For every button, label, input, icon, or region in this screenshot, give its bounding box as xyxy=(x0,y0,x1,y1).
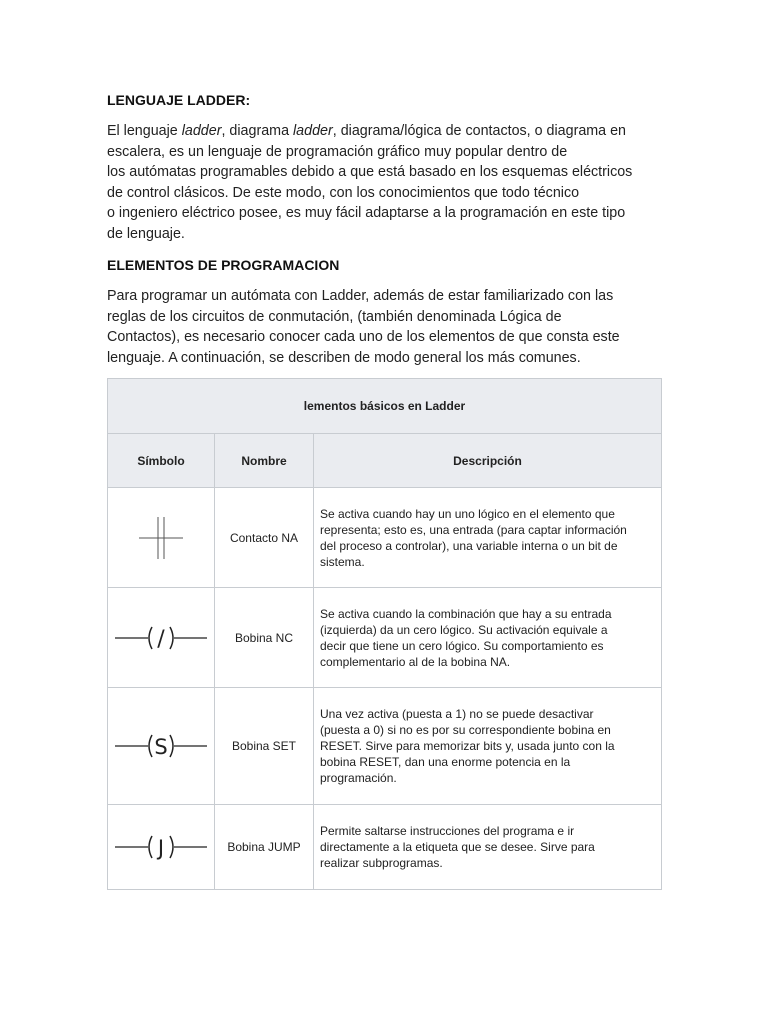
coil-nc-icon xyxy=(113,618,209,658)
description-line: representa; esto es, una entrada (para captar información xyxy=(320,522,627,537)
description-line: (puesta a 0) si no es por su correspondiente bobina en xyxy=(320,723,611,737)
text-run: , diagrama/lógica de contactos, o diagrama en xyxy=(332,123,627,139)
element-description xyxy=(314,588,662,688)
column-header-description: Descripción xyxy=(314,434,662,488)
element-description xyxy=(314,805,662,890)
description-line: complementario al de la bobina NA. xyxy=(320,654,511,669)
table-row xyxy=(108,488,662,588)
coil-jump-icon xyxy=(113,827,209,867)
paragraph-line: de lenguaje. xyxy=(107,225,185,242)
paragraph-line: escalera, es un lenguaje de programación gráfico muy popular dentro de xyxy=(107,143,568,160)
paragraph-line xyxy=(107,121,667,142)
element-name: Contacto NA xyxy=(215,488,314,588)
paragraph-elementos xyxy=(107,286,667,368)
section-title-elementos: ELEMENTOS DE PROGRAMACION xyxy=(107,257,340,273)
description-line: Una vez activa (puesta a 1) no se puede desactivar xyxy=(320,707,594,721)
element-name: Bobina NC xyxy=(215,588,314,688)
paragraph-intro xyxy=(107,121,667,244)
element-name: Bobina JUMP xyxy=(215,805,314,890)
italic-term: ladder xyxy=(293,123,333,139)
section-title-lenguaje-ladder: LENGUAJE LADDER: xyxy=(107,92,251,108)
contact-no-icon xyxy=(131,513,191,563)
symbol-cell xyxy=(108,805,215,890)
text-run: El lenguaje xyxy=(107,123,182,139)
paragraph-line: de control clásicos. De este modo, con los conocimientos que todo técnico xyxy=(107,184,580,201)
paragraph-line: los autómatas programables debido a que está basado en los esquemas eléctricos xyxy=(107,164,633,180)
symbol-cell xyxy=(108,688,215,805)
description-line: Permite saltarse instrucciones del programa e ir xyxy=(320,824,575,838)
text-run: , diagrama xyxy=(221,123,293,139)
description-line: directamente a la etiqueta que se desee. Sirve para xyxy=(320,840,595,854)
ladder-elements-table xyxy=(107,378,662,890)
symbol-cell xyxy=(108,588,215,688)
description-line: bobina RESET, dan una enorme potencia en la xyxy=(320,755,571,769)
table-row xyxy=(108,588,662,688)
paragraph-line: Para programar un autómata con Ladder, además de estar familiarizado con las xyxy=(107,288,614,304)
description-line: sistema. xyxy=(320,554,365,569)
coil-set-icon xyxy=(113,726,209,766)
description-line: realizar subprogramas. xyxy=(320,856,443,870)
coil-symbol-text: / xyxy=(157,626,165,652)
coil-symbol-text: S xyxy=(154,735,168,759)
description-line: decir que tiene un cero lógico. Su comportamiento es xyxy=(320,638,604,653)
paragraph-line: Contactos), es necesario conocer cada uno de los elementos de que consta este xyxy=(107,329,620,345)
description-line: RESET. Sirve para memorizar bits y, usada junto con la xyxy=(320,739,615,753)
column-header-name: Nombre xyxy=(215,434,314,488)
coil-symbol-text: J xyxy=(157,836,165,860)
table-row xyxy=(108,688,662,805)
paragraph-line: reglas de los circuitos de conmutación, (también denominada Lógica de xyxy=(107,308,562,325)
paragraph-line: o ingeniero eléctrico posee, es muy fácil adaptarse a la programación en este tipo xyxy=(107,205,626,221)
table-row xyxy=(108,805,662,890)
symbol-cell xyxy=(108,488,215,588)
element-name: Bobina SET xyxy=(215,688,314,805)
description-line: Se activa cuando hay un uno lógico en el elemento que xyxy=(320,506,615,521)
description-line: programación. xyxy=(320,771,397,785)
table-caption: lementos básicos en Ladder xyxy=(108,379,662,434)
description-line: Se activa cuando la combinación que hay a su entrada xyxy=(320,606,612,621)
element-description xyxy=(314,688,662,805)
description-line: del proceso a controlar), una variable interna o un bit de xyxy=(320,538,618,553)
paragraph-line: lenguaje. A continuación, se describen de modo general los más comunes. xyxy=(107,349,581,366)
column-header-symbol: Símbolo xyxy=(108,434,215,488)
element-description xyxy=(314,488,662,588)
italic-term: ladder xyxy=(181,123,222,139)
description-line: (izquierda) da un cero lógico. Su activación equivale a xyxy=(320,622,608,637)
